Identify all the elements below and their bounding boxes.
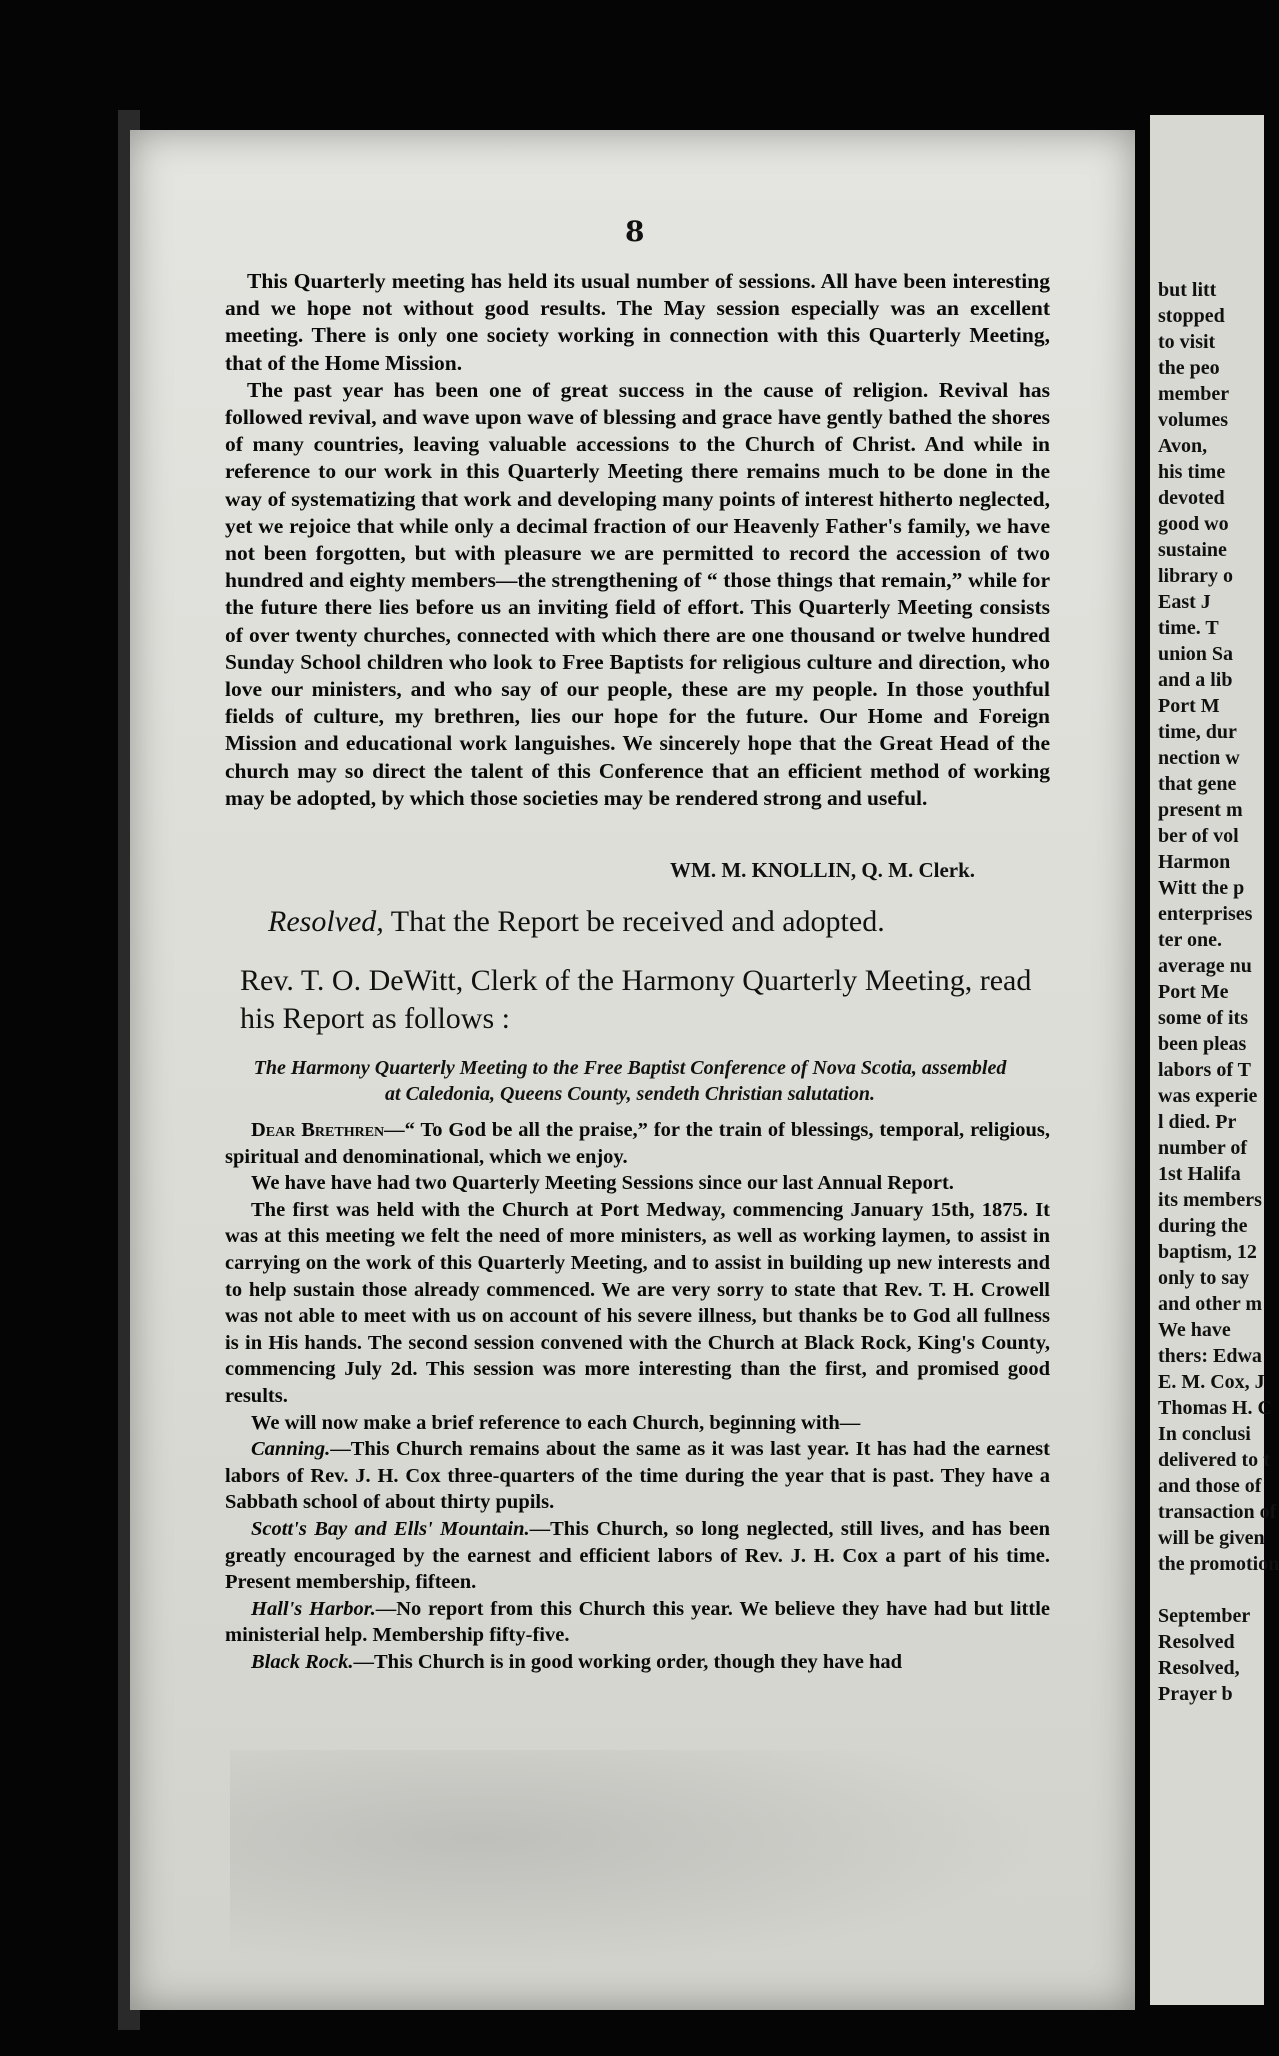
rev-dewitt-intro: Rev. T. O. DeWitt, Clerk of the Harmony Quarterly Meeting, read his Report as follows : (240, 964, 1032, 1035)
clerk-signature: WM. M. KNOLLIN, Q. M. Clerk. (670, 858, 976, 882)
right-page-line: Resolved (1158, 1631, 1235, 1653)
right-page-line: sustaine (1158, 539, 1227, 561)
harmony-report-body (225, 1117, 1050, 1675)
church-text-black-rock: —This Church is in good working order, though they have had (353, 1650, 903, 1673)
right-page-line: Harmon (1158, 851, 1231, 873)
report1-paragraph-1: This Quarterly meeting has held its usual number of sessions. All have been interesting and we hope not without good results. The May session especially was an excellent meeting. There is only one society working in connection with this Quarterly Meeting, that of the Home Mission. (225, 269, 1050, 375)
church-entry-black-rock (225, 1649, 1050, 1676)
right-page-line: ter one. (1158, 929, 1223, 951)
page-number: 8 (625, 215, 645, 248)
right-page-line: member (1158, 383, 1230, 405)
right-page-line: baptism, 12 (1158, 1241, 1257, 1263)
church-text-scotts-bay: —This Church, so long neglected, still lives, and has been greatly encouraged by the earnest and efficient labors of Rev. J. H. Cox a part of his time. Present membership, fifteen. (225, 1517, 1050, 1594)
report2-paragraph-1 (225, 1117, 1050, 1170)
page-stain (230, 1750, 1050, 1970)
report2-greeting: Dear Brethren— (251, 1119, 405, 1141)
right-page-line: but litt (1158, 279, 1217, 301)
right-page-line: average nu (1158, 955, 1252, 977)
right-page-line: its members (1158, 1189, 1262, 1211)
right-page-line: good wo (1158, 513, 1229, 535)
church-name-halls-harbor: Hall's Harbor. (251, 1597, 376, 1620)
right-page-line: will be given (1158, 1527, 1265, 1549)
resolution-text: That the Report be received and adopted. (383, 905, 885, 938)
right-page-line: time. T (1158, 617, 1219, 639)
right-page-line: during the (1158, 1215, 1248, 1237)
church-entry-halls-harbor (225, 1596, 1050, 1649)
right-page-line: and other m (1158, 1293, 1263, 1315)
right-page-line: ber of vol (1158, 825, 1239, 847)
report2-paragraph-2: We have have had two Quarterly Meeting Sessions since our last Annual Report. (251, 1172, 954, 1195)
right-page-line: E. M. Cox, J (1158, 1371, 1265, 1393)
right-page-line: time, dur (1158, 721, 1237, 743)
right-page-fragment (1150, 115, 1279, 2005)
church-name-scotts-bay: Scott's Bay and Ells' Mountain. (251, 1517, 530, 1540)
right-page-text-column (1150, 115, 1279, 1707)
resolution-lead: Resolved, (268, 905, 384, 938)
right-page-line: Thomas H. C (1158, 1397, 1272, 1419)
right-page-line: labors of T (1158, 1059, 1251, 1081)
right-page-line: We have (1158, 1319, 1231, 1341)
church-name-canning: Canning. (251, 1438, 331, 1461)
right-page-line: September (1158, 1605, 1251, 1627)
right-page-line: present m (1158, 799, 1243, 821)
report1-paragraph-2: The past year has been one of great success in the cause of religion. Revival has followed revival, and wave upon wave of blessing and grace have gently bathed the shores of many countries, leaving valuable accessions to the Church of Christ. And while in reference to our work in this Quarterly Meeting there remains much to be done in the way of systematizing that work and developing many points of interest hitherto neglected, yet we rejoice that while only a decimal fraction of our Heavenly Father's family, we have not been forgotten, but with pleasure we are permitted to record the accession of two hundred and eighty members—the strengthening of “ those things that remain,” while for the future there lies before us an inviting field of effort. This Quarterly Meeting consists of over twenty churches, connected with which there are one thousand or twelve hundred Sunday School children who look to Free Baptists for religious culture and direction, who love our ministers, and who say of our people, these are my people. In those youthful fields of culture, my brethren, lies our hope for the future. Our Home and Foreign Mission and educational work languishes. We sincerely hope that the Great Head of the church may so direct the talent of this Conference that an efficient method of working may be adopted, by which those societies may be rendered strong and useful. (225, 377, 1050, 810)
right-page-line: volumes (1158, 409, 1228, 431)
right-page-line: East J (1158, 591, 1211, 613)
report2-p1-text: “ To God be all the praise,” for the train of blessings, temporal, religious, spiritual and denominational, which we enjoy. (225, 1119, 1050, 1168)
right-page-line: thers: Edwa (1158, 1345, 1262, 1367)
right-page-line: number of (1158, 1137, 1248, 1159)
right-page-line: that gene (1158, 773, 1237, 795)
right-page-line: 1st Halifa (1158, 1163, 1241, 1185)
right-page-line: and those of (1158, 1475, 1262, 1497)
right-page-line: library o (1158, 565, 1233, 587)
right-page-line: Prayer b (1158, 1683, 1233, 1705)
church-name-black-rock: Black Rock. (251, 1650, 354, 1673)
right-page-line: some of its (1158, 1007, 1248, 1029)
right-page-line: Port Me (1158, 981, 1229, 1003)
right-page-line: devoted (1158, 487, 1225, 509)
right-page-line: his time (1158, 461, 1226, 483)
church-text-canning: —This Church remains about the same as it was last year. It has had the earnest labors of Rev. J. H. Cox three-quarters of the time during the year that is past. They have a Sabbath school of about thirty pupils. (225, 1438, 1050, 1514)
right-page-line: nection w (1158, 747, 1240, 769)
right-page-line: Port M (1158, 695, 1220, 717)
right-page-line: Avon, (1158, 435, 1208, 457)
church-entry-canning (225, 1436, 1050, 1516)
church-text-halls-harbor: —No report from this Church this year. We believe they have had but little ministerial help. Membership fifty-five. (225, 1597, 1050, 1647)
right-page-line: Resolved, (1158, 1657, 1240, 1679)
right-page-line: union Sa (1158, 643, 1234, 665)
right-page-line: was experie (1158, 1085, 1258, 1107)
report2-paragraph-3: The first was held with the Church at Port Medway, commencing January 15th, 1875. It was at this meeting we felt the need of more ministers, as well as working laymen, to assist in carrying on the work of this Quarterly Meeting, and to assist in building up new interests and to help sustain those already commenced. We are very sorry to state that Rev. T. H. Crowell was not able to meet with us on account of his severe illness, but thanks be to God all fullness is in His hands. The second session convened with the Church at Black Rock, King's County, commencing July 2d. This session was more interesting than the first, and promised good results. (225, 1198, 1050, 1407)
right-page-line: and a lib (1158, 669, 1233, 691)
right-page-line: delivered to t (1158, 1449, 1270, 1471)
right-page-line: the promotion (1158, 1553, 1279, 1575)
right-page-line: In conclusi (1158, 1423, 1251, 1445)
right-page-line: Witt the p (1158, 877, 1245, 899)
right-page-line: stopped (1158, 305, 1225, 327)
right-page-line (1150, 1577, 1264, 1603)
resolution-line (268, 905, 885, 939)
right-page-line: only to say (1158, 1267, 1250, 1289)
harmony-salutation: The Harmony Quarterly Meeting to the Free Baptist Conference of Nova Scotia, assembled at Caledonia, Queens County, sendeth Christian salutation. (253, 1057, 1007, 1105)
report2-paragraph-4: We will now make a brief reference to each Church, beginning with— (251, 1411, 861, 1434)
right-page-line: transaction of (1158, 1501, 1277, 1523)
right-page-line: been pleas (1158, 1033, 1247, 1055)
quarterly-report-body (225, 268, 1050, 812)
right-page-line: the peo (1158, 357, 1220, 379)
right-page-line: l died. Pr (1158, 1111, 1237, 1133)
right-page-line: enterprises (1158, 903, 1253, 925)
church-entry-scotts-bay (225, 1516, 1050, 1596)
right-page-line: to visit (1158, 331, 1216, 353)
